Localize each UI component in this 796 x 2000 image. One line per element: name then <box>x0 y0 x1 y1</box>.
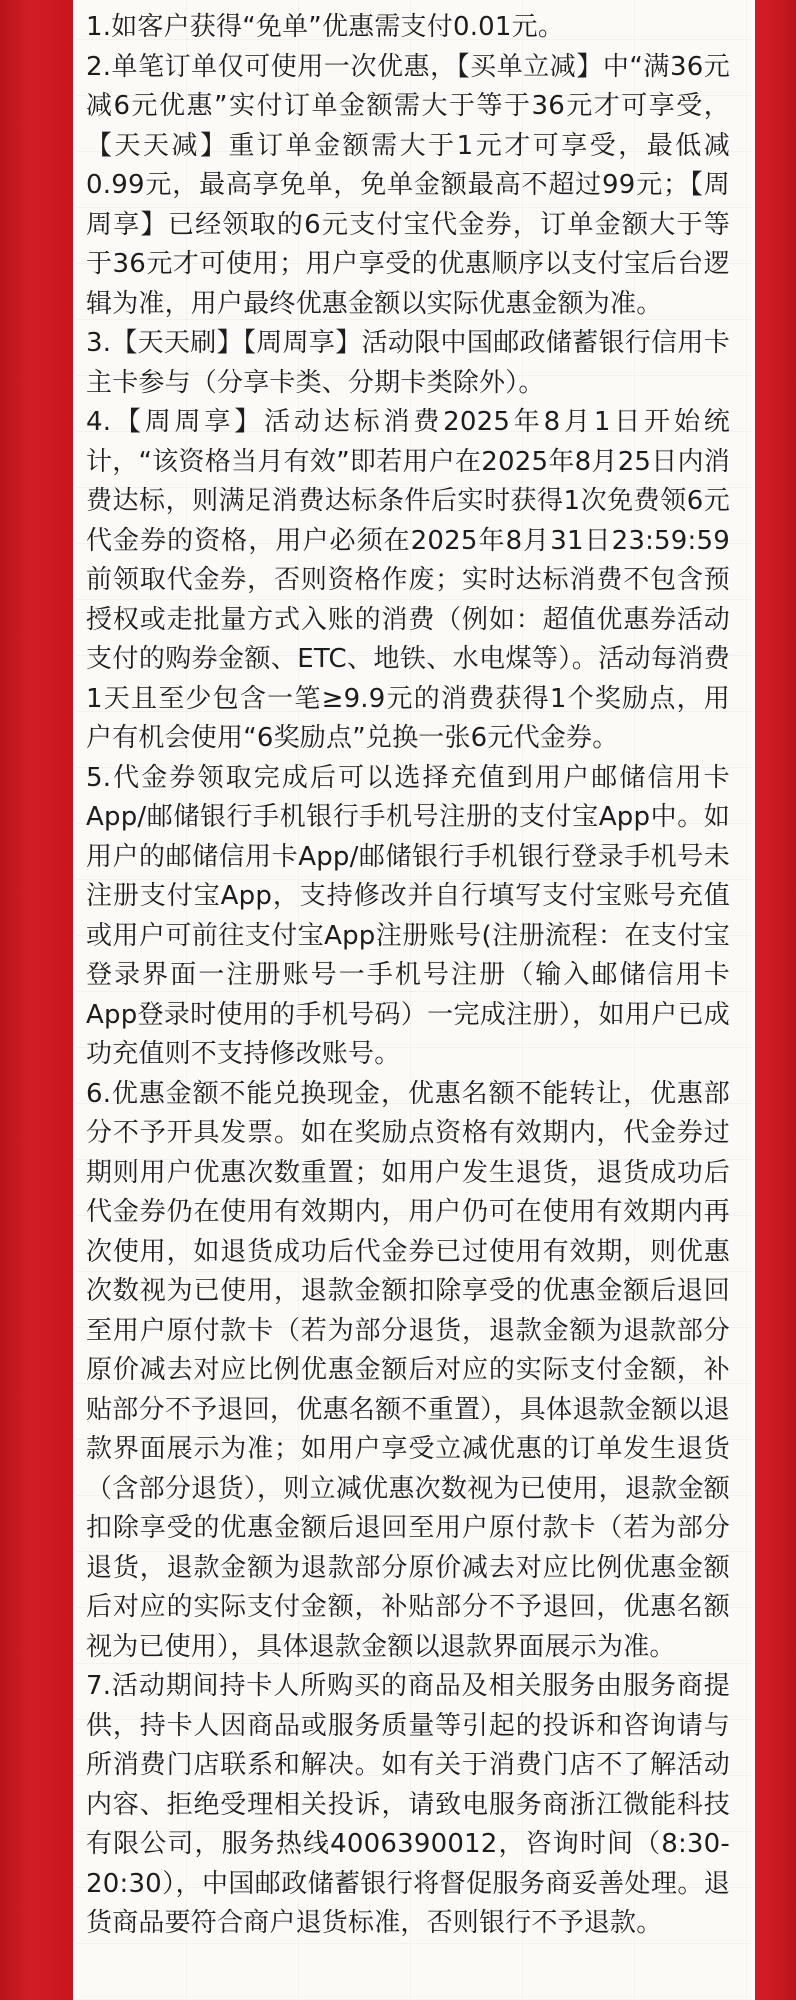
rule-item-4: 4.【周周享】活动达标消费2025年8月1日开始统计，“该资格当月有效”即若用户在2025年8月25日内消费达标，则满足消费达标条件后实时获得1次免费领6元代金券的资格，用户必须在2025年8月31日23:59:59前领取代金券，否则资格作废；实时达标消费不包含预授权或走批量方式入账的消费（例如：超值优惠券活动支付的购券金额、ETC、地铁、水电煤等）。活动每消费1天且至少包含一笔≥9.9元的消费获得1个奖励点，用户有机会使用“6奖励点”兑换一张6元代金券。 <box>86 407 730 753</box>
rule-item-6: 6.优惠金额不能兑换现金，优惠名额不能转让，优惠部分不予开具发票。如在奖励点资格有效期内，代金券过期则用户优惠次数重置；如用户发生退货，退货成功后代金券仍在使用有效期内，用户仍可在使用有效期内再次使用，如退货成功后代金券已过使用有效期，则优惠次数视为已使用，退款金额扣除享受的优惠金额后退回至用户原付款卡（若为部分退货，退款金额为退款部分原价减去对应比例优惠金额后对应的实际支付金额，补贴部分不予退回，优惠名额不重置），具体退款金额以退款界面展示为准；如用户享受立减优惠的订单发生退货（含部分退货），则立减优惠次数视为已使用，退款金额扣除享受的优惠金额后退回至用户原付款卡（若为部分退货，退款金额为退款部分原价减去对应比例优惠金额后对应的实际支付金额，补贴部分不予退回，优惠名额视为已使用），具体退款金额以退款界面展示为准。 <box>86 1078 730 1662</box>
rule-item-2: 2.单笔订单仅可使用一次优惠，【买单立减】中“满36元减6元优惠”实付订单金额需大于等于36元才可享受，【天天减】重订单金额需大于1元才可享受，最低减0.99元，最高享免单，免单金额最高不超过99元；【周周享】已经领取的6元支付宝代金券，订单金额大于等于36元才可使用；用户享受的优惠顺序以支付宝后台逻辑为准，用户最终优惠金额以实际优惠金额为准。 <box>86 51 730 319</box>
rule-item-5: 5.代金券领取完成后可以选择充值到用户邮储信用卡App/邮储银行手机银行手机号注册的支付宝App中。如用户的邮储信用卡App/邮储银行手机银行登录手机号未注册支付宝App，支持修改并自行填写支付宝账号充值或用户可前往支付宝App注册账号(注册流程：在支付宝登录界面一注册账号一手机号注册（输入邮储信用卡App登录时使用的手机号码）一完成注册），如用户已成功充值则不支持修改账号。 <box>86 762 730 1069</box>
left-red-border <box>0 0 74 2000</box>
rule-item-7: 7.活动期间持卡人所购买的商品及相关服务由服务商提供，持卡人因商品或服务质量等引起的投诉和咨询请与所消费门店联系和解决。如有关于消费门店不了解活动内容、拒绝受理相关投诉，请致电服务商浙江微能科技有限公司，服务热线4006390012，咨询时间（8:30-20:30），中国邮政储蓄银行将督促服务商妥善处理。退货商品要符合商户退货标准，否则银行不予退款。 <box>86 1671 730 1938</box>
rules-panel <box>74 0 754 2000</box>
activity-rules-list <box>86 8 730 1944</box>
rule-item-3: 3.【天天刷】【周周享】活动限中国邮政储蓄银行信用卡主卡参与（分享卡类、分期卡类除外）。 <box>86 328 730 398</box>
rule-item-1: 1.如客户获得“免单”优惠需支付0.01元。 <box>86 12 565 42</box>
